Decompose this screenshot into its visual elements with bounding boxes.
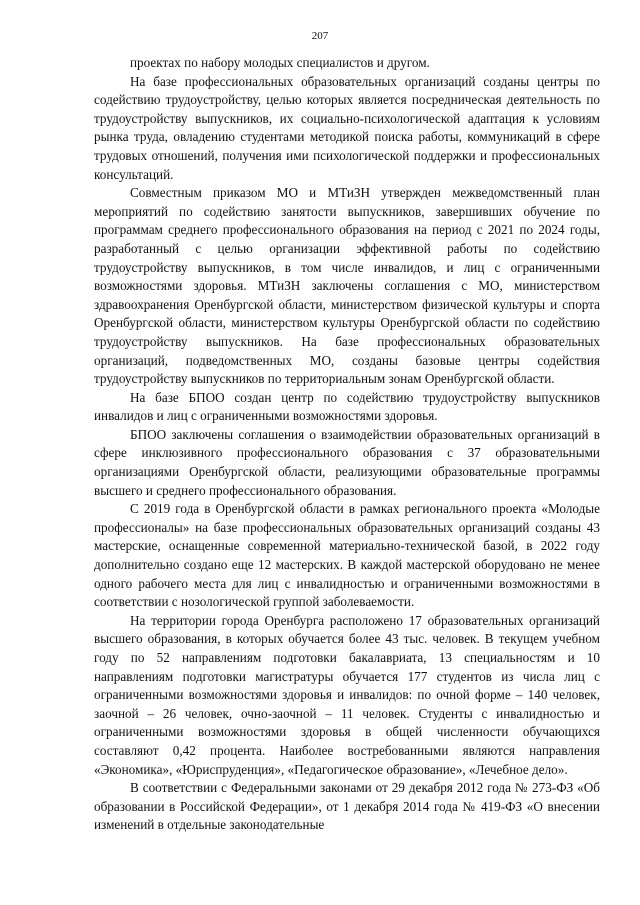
page-number: 207 [311,30,329,42]
paragraph: На территории города Оренбурга расположено 17 образовательных организаций высшего образования, в которых обучается более 43 тыс. человек. В текущем учебном году по 52 направлениям подготовки бакалавриата, 13 специальностям и 10 направлениям подготовки магистратуры обучается 177 студентов из числа лиц с ограниченными возможностями здоровья и инвалидов: по очной форме – 140 человек, заочной – 26 человек, очно-заочной – 11 человек. Студенты с инвалидностью и ограниченными возможностями здоровья в общей численности обучающихся составляют 0,42 процента. Наиболее востребованными являются направления «Экономика», «Юриспруденция», «Педагогическое образование», «Лечебное дело». [94,612,600,777]
paragraph: Совместным приказом МО и МТиЗН утвержден межведомственный план мероприятий по содействию занятости выпускников, завершивших обучение по программам среднего профессионального образования на период с 2021 по 2024 годы, разработанный с целью организации эффективной работы по содействию трудоустройству выпускников, в том числе инвалидов, и лиц с ограниченными возможностями здоровья. МТиЗН заключены соглашения с МО, министерством здравоохранения Оренбургской области, министерством физической культуры и спорта Оренбургской области, министерством культуры Оренбургской области по содействию трудоустройству выпускников. На базе профессиональных образовательных организаций, подведомственных МО, созданы базовые центры содействия трудоустройству выпускников по территориальным зонам Оренбургской области. [94,185,600,387]
paragraph: На базе БПОО создан центр по содействию трудоустройству выпускников инвалидов и лиц с ограниченными возможностями здоровья. [94,389,600,424]
paragraph: проектах по набору молодых специалистов и другом. [130,55,430,70]
paragraph: БПОО заключены соглашения о взаимодействии образовательных организаций в сфере инклюзивного профессионального образования с 37 образовательными организациями Оренбургской области, реализующими образовательные программы высшего и среднего профессионального образования. [94,426,600,498]
paragraph: На базе профессиональных образовательных организаций созданы центры по содействию трудоустройству, целью которых является посредническая деятельность по трудоустройству выпускников, их социально-психологической адаптация к условиям рынка труда, овладению студентами методикой поиска работы, коммуникаций в сфере трудовых отношений, получения ими психологической поддержки и профессиональных консультаций. [94,73,600,182]
document-body [94,54,600,835]
paragraph: В соответствии с Федеральными законами от 29 декабря 2012 года № 273-ФЗ «Об образовании в Российской Федерации», от 1 декабря 2014 года № 419-ФЗ «О внесении изменений в отдельные законодательные [94,780,600,833]
paragraph: С 2019 года в Оренбургской области в рамках регионального проекта «Молодые профессионалы» на базе профессиональных образовательных организаций созданы 43 мастерские, оснащенные современной материально-технической базой, в 2022 году дополнительно создано еще 12 мастерских. В каждой мастерской оборудовано не менее одного рабочего места для лиц с инвалидностью и ограниченными возможностями в соответствии с нозологической группой заболеваемости. [94,501,600,610]
